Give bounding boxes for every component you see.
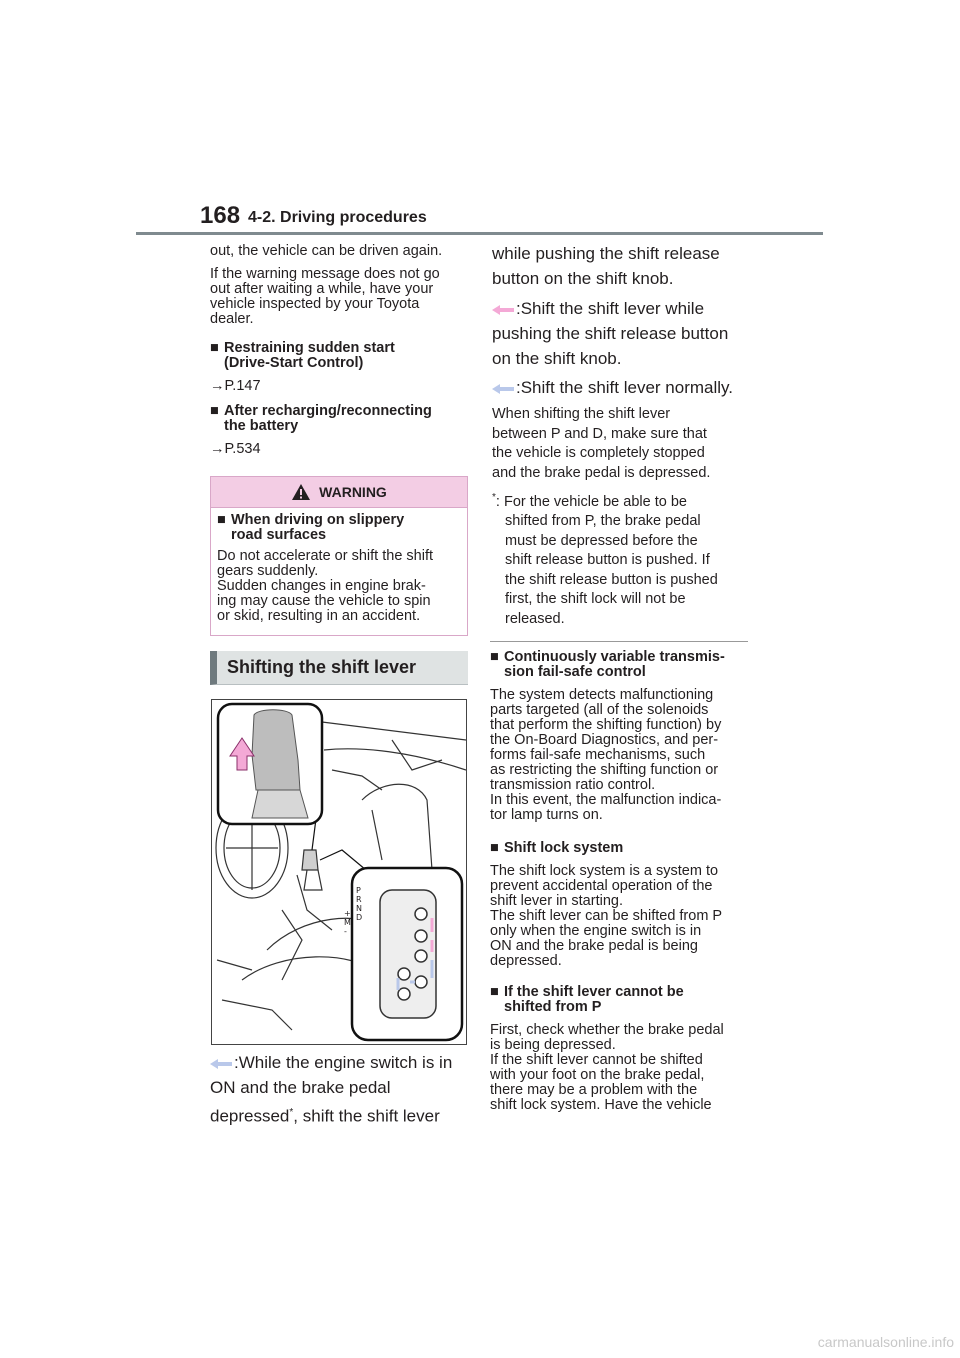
paragraph-warning-message	[210, 267, 472, 327]
divider	[490, 641, 748, 642]
heading-line: After recharging/reconnecting	[224, 403, 432, 419]
heading-drive-start-control	[210, 341, 395, 371]
text-line: depressed.	[490, 953, 562, 969]
square-bullet-icon: ■	[217, 512, 226, 528]
heading-cvt-fail-safe	[490, 650, 725, 680]
text-line: with your foot on the brake pedal,	[490, 1067, 705, 1083]
heading-line: (Drive-Start Control)	[224, 355, 364, 371]
heading-shift-lock-system	[490, 841, 623, 856]
pink-arrow-icon	[492, 305, 514, 315]
text-line: there may be a problem with the	[490, 1082, 698, 1098]
text-line: If the warning message does not go	[210, 266, 440, 282]
warning-triangle-icon	[291, 483, 311, 501]
text-line: shifted from P, the brake pedal	[505, 513, 701, 530]
warning-heading	[217, 513, 404, 543]
text-line: or skid, resulting in an accident.	[217, 608, 421, 624]
text-line: button on the shift knob.	[492, 269, 674, 288]
text-line: first, the shift lock will not be	[505, 591, 686, 608]
text-line: Sudden changes in engine brak-	[217, 578, 426, 594]
text-line: vehicle inspected by your Toyota	[210, 296, 420, 312]
text-line: The shift lever can be shifted from P	[490, 908, 723, 924]
pink-arrow-legend	[492, 296, 762, 371]
heading-line: Restraining sudden start	[224, 340, 395, 356]
heading-line: If the shift lever cannot be	[504, 984, 684, 1000]
square-bullet-icon: ■	[490, 840, 499, 856]
square-bullet-icon: ■	[490, 649, 499, 665]
caption-text: depressed	[210, 1106, 290, 1126]
heading-after-recharging	[210, 404, 432, 434]
square-bullet-icon: ■	[490, 984, 499, 1000]
text-line: prevent accidental operation of the	[490, 878, 713, 894]
caption-continued	[492, 241, 762, 291]
warning-body	[217, 549, 433, 624]
legend-text: :Shift the shift lever normally.	[516, 378, 733, 397]
text-line: released.	[505, 610, 565, 627]
text-line: Do not accelerate or shift the shift	[217, 548, 433, 564]
heading-line: Shift lock system	[504, 840, 624, 856]
footnote-first-line	[492, 488, 754, 512]
gate-labels	[356, 886, 362, 922]
footnote	[492, 488, 754, 629]
shift-lever-illustration	[211, 699, 467, 1045]
gate-label-r: R	[356, 895, 362, 904]
text-line: that perform the shifting function) by	[490, 717, 722, 733]
text-line: shift lever in starting.	[490, 893, 623, 909]
header-rule	[136, 232, 823, 235]
heading-line: the battery	[224, 418, 299, 434]
legend-line: pushing the shift release button	[492, 324, 729, 343]
text-line: tor lamp turns on.	[490, 807, 603, 823]
text-line: shift release button is pushed. If	[505, 552, 710, 569]
heading-cannot-shift-from-p	[490, 985, 684, 1015]
section-title: Shifting the shift lever	[227, 657, 417, 677]
section-title-bar	[210, 651, 468, 685]
manual-label-m: M	[344, 918, 351, 927]
car-interior-drawing	[212, 700, 466, 1044]
text-line: must be depressed before the	[505, 532, 698, 549]
manual-labels	[344, 909, 351, 936]
page-reference[interactable]: →P.534	[210, 441, 261, 457]
gate-label-p: P	[356, 886, 361, 895]
footnote-marker: *	[492, 492, 496, 503]
text-line: dealer.	[210, 311, 254, 327]
paragraph-shift-lock	[490, 864, 752, 969]
text-line: shift lock system. Have the vehicle	[490, 1097, 712, 1113]
text-line: First, check whether the brake pedal	[490, 1022, 724, 1038]
text-line: The system detects malfunctioning	[490, 687, 714, 703]
text-line: only when the engine switch is in	[490, 923, 702, 939]
text-line: transmission ratio control.	[490, 777, 656, 793]
warning-header	[211, 477, 467, 508]
page-number: 168	[200, 202, 241, 229]
text-line: and the brake pedal is depressed.	[492, 464, 711, 481]
square-bullet-icon: ■	[210, 340, 219, 356]
text-line: In this event, the malfunction indica-	[490, 792, 722, 808]
page-reference[interactable]: →P.147	[210, 378, 261, 394]
text-line: If the shift lever cannot be shifted	[490, 1052, 703, 1068]
blue-arrow-icon	[210, 1059, 232, 1069]
footnote-marker: *	[289, 1107, 294, 1118]
text-line: between P and D, make sure that	[492, 425, 707, 442]
legend-line	[492, 296, 762, 321]
text-line: as restricting the shifting function or	[490, 762, 719, 778]
text-line: while pushing the shift release	[492, 244, 720, 263]
gate-label-n: N	[356, 904, 362, 913]
heading-line: Continuously variable transmis-	[504, 649, 725, 665]
heading-line: sion fail-safe control	[504, 664, 646, 680]
legend-text: :Shift the shift lever while	[516, 299, 705, 318]
caption-line: ON and the brake pedal	[210, 1078, 391, 1097]
watermark: carmanualsonline.info	[817, 1334, 954, 1350]
heading-line: road surfaces	[231, 527, 327, 543]
caption-text: :While the engine switch is in	[234, 1053, 453, 1072]
paragraph-cannot-shift	[490, 1023, 752, 1113]
text-line: When shifting the shift lever	[492, 406, 671, 422]
legend-line: on the shift knob.	[492, 349, 622, 368]
blue-arrow-icon	[492, 384, 514, 394]
blue-arrow-legend	[492, 375, 762, 400]
caption-text: , shift the shift lever	[293, 1106, 440, 1126]
shift-note	[492, 405, 754, 483]
text-line: is being depressed.	[490, 1037, 616, 1053]
footnote-text: : For the vehicle be able to be	[495, 493, 687, 510]
manual-label-minus: -	[344, 927, 347, 936]
text-line: forms fail-safe mechanisms, such	[490, 747, 706, 763]
text-line: ON and the brake pedal is being	[490, 938, 698, 954]
paragraph-continued: out, the vehicle can be driven again.	[210, 243, 443, 259]
manual-label-plus: +	[344, 909, 351, 918]
gate-label-d: D	[356, 913, 363, 922]
warning-label: WARNING	[319, 484, 387, 500]
caption-line	[210, 1100, 480, 1129]
figure-caption	[210, 1050, 480, 1129]
text-line: the shift release button is pushed	[505, 571, 718, 588]
text-line: The shift lock system is a system to	[490, 863, 719, 879]
text-line: ing may cause the vehicle to spin	[217, 593, 431, 609]
section-header-title: 4-2. Driving procedures	[248, 209, 427, 226]
text-line: gears suddenly.	[217, 563, 319, 579]
caption-line	[210, 1050, 480, 1075]
text-line: parts targeted (all of the solenoids	[490, 702, 709, 718]
text-line: the On-Board Diagnostics, and per-	[490, 732, 719, 748]
paragraph-fail-safe	[490, 688, 752, 823]
text-line: the vehicle is completely stopped	[492, 445, 705, 461]
warning-box	[210, 476, 468, 636]
text-line: out after waiting a while, have your	[210, 281, 434, 297]
square-bullet-icon: ■	[210, 403, 219, 419]
heading-line: shifted from P	[504, 999, 602, 1015]
heading-line: When driving on slippery	[231, 512, 405, 528]
